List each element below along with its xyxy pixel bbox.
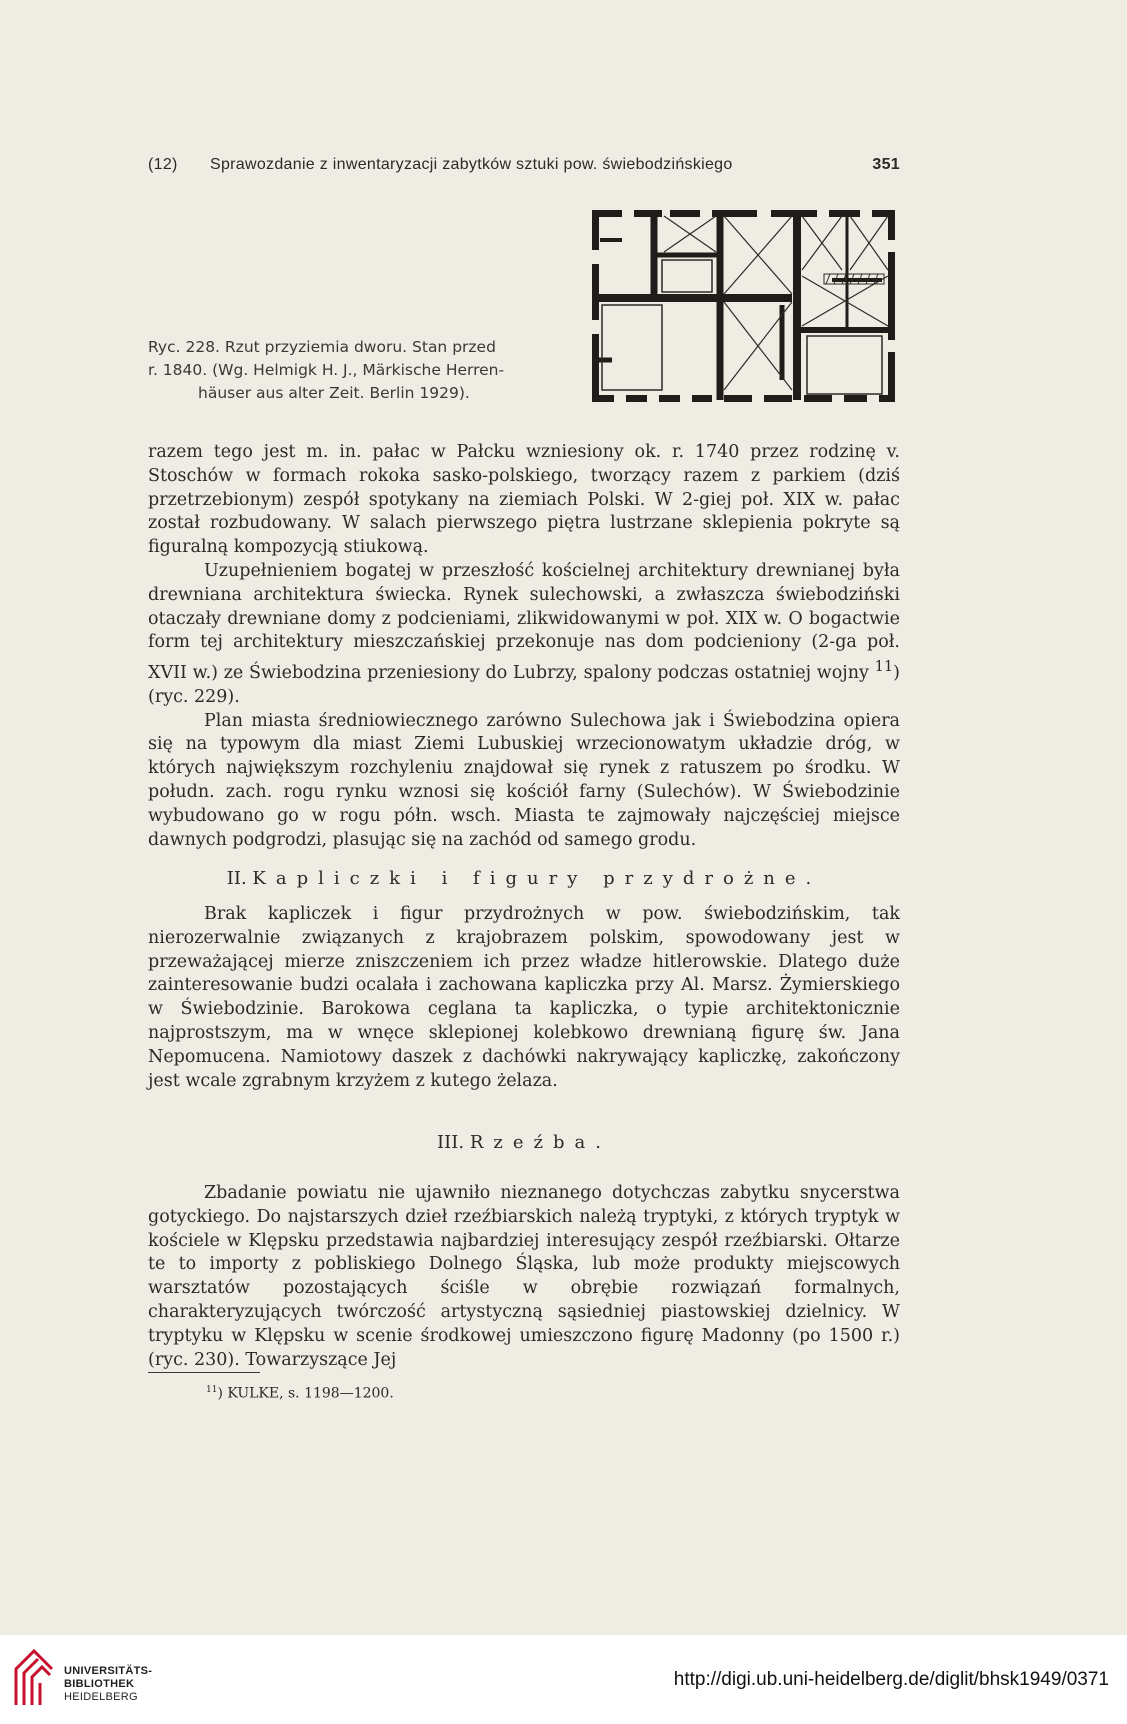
section-3-text (148, 1182, 900, 1372)
caption-line: Ryc. 228. Rzut przyziemia dworu. Stan przed (148, 338, 496, 356)
section-numeral: II. (226, 868, 247, 889)
library-name (64, 1665, 152, 1704)
figure-caption (148, 336, 578, 405)
section-title: Rzeźba. (469, 1132, 611, 1153)
section-3-heading (148, 1132, 900, 1153)
running-title: Sprawozdanie z inwentaryzacji zabytków sztuki pow. świebodzińskiego (210, 156, 733, 173)
section-1-text (148, 441, 900, 852)
caption-line: häuser aus alter Zeit. Berlin 1929). (198, 384, 470, 402)
section-numeral: III. (437, 1132, 465, 1153)
section-title: Kapliczki i figury przydrożne. (252, 868, 822, 889)
running-header (148, 156, 900, 180)
library-name-line: HEIDELBERG (64, 1691, 138, 1703)
library-name-line: BIBLIOTHEK (64, 1678, 135, 1690)
caption-line: r. 1840. (Wg. Helmigk H. J., Märkische Herren- (148, 361, 505, 379)
chapter-number: (12) (148, 156, 178, 173)
paragraph (148, 560, 900, 710)
footnote-mark: 11 (206, 1385, 218, 1395)
paragraph: Brak kapliczek i figur przydrożnych w pow. świebodzińskim, tak nierozerwalnie związanych z krajobrazem polskim, spowodowany jest w przeważającej mierze zniszczeniem ich przez władze hitlerowskie. Dlatego duże zainteresowanie budzi ocalała i zachowana kapliczka przy Al. Marsz. Żymierskiego w Świebodzinie. Barokowa ceglana ta kapliczka, o typie architektonicznie najprostszym, ma w wnęce sklepionej kolebkowo drewnianą figurę św. Jana Nepomucena. Namiotowy daszek z dachówki nakrywający kapliczkę, zakończony jest wcale zgrabnym krzyżem z kutego żelaza. (148, 904, 900, 1091)
floor-plan-figure (592, 210, 895, 402)
permalink[interactable]: http://digi.ub.uni-heidelberg.de/diglit/bhsk1949/0371 (673, 1669, 1109, 1690)
section-2-heading (148, 868, 900, 889)
university-library-logo-icon[interactable] (12, 1647, 54, 1709)
footnote-rule (148, 1372, 260, 1373)
footnote-text: ) KULKE, s. 1198—1200. (217, 1385, 394, 1402)
paragraph: Zbadanie powiatu nie ujawniło nieznanego dotychczas zabytku snycerstwa gotyckiego. Do najstarszych dzieł rzeźbiarskich należą tryptyki, z których tryptyk w kościele w Klępsku przedstawia najbardziej interesujący zespół rzeźbiarski. Ołtarze te to importy z pobliskiego Dolnego Śląska, lub może produkty miejscowych warsztatów pozostających ściśle w obrębie rozwiązań formalnych, charakteryzujących twórczość artystyczną sąsiedniej piastowskiej dzielnicy. W tryptyku w Klępsku w scenie środkowej umieszczono figurę Madonny (po 1500 r.) (ryc. 230). Towarzyszące Jej (148, 1183, 900, 1370)
page-number: 351 (872, 156, 900, 173)
footnote-ref: 11 (874, 658, 894, 676)
paragraph: razem tego jest m. in. pałac w Pałcku wzniesiony ok. r. 1740 przez rodzinę v. Stoschów w formach rokoka sasko-polskiego, tworzący razem z parkiem (dziś przetrzebionym) zespół spotykany na ziemiach Polski. W 2-giej poł. XIX w. pałac został rozbudowany. W salach pierwszego piętra lustrzane sklepienia pokryte są figuralną kompozycją stiukową. (148, 442, 900, 558)
viewer-footer (0, 1635, 1127, 1724)
paragraph-text-end: ) (ryc. 229). (148, 663, 900, 707)
footnote (206, 1385, 394, 1402)
paragraph-text: Uzupełnieniem bogatej w przeszłość kościelnej architektury drewnianej była drewniana architektura świecka. Rynek sulechowski, a zwłaszcza świebodziński otaczały drewniane domy z podcieniami, zlikwidowanymi w poł. XIX w. O bogactwie form tej architektury mieszczańskiej przekonuje nas dom podcieniony (2-ga poł. XVII w.) ze Świebodzina przeniesiony do Lubrzy, spalony podczas ostatniej wojny (148, 560, 900, 683)
section-2-text (148, 903, 900, 1093)
paragraph: Plan miasta średniowiecznego zarówno Sulechowa jak i Świebodzina opiera się na typowym dla miast Ziemi Lubuskiej wrzecionowatym układzie dróg, w których największym rozchyleniu znajdował się rynek z ratuszem po środku. W połudn. zach. rogu rynku wznosi się kościół farny (Sulechów). W Świebodzinie wybudowano go w rogu półn. wsch. Miasta te zajmowały najczęściej miejsce dawnych podgrodzi, plasując się na zachód od samego grodu. (148, 710, 900, 850)
library-name-line: UNIVERSITÄTS- (64, 1665, 153, 1677)
